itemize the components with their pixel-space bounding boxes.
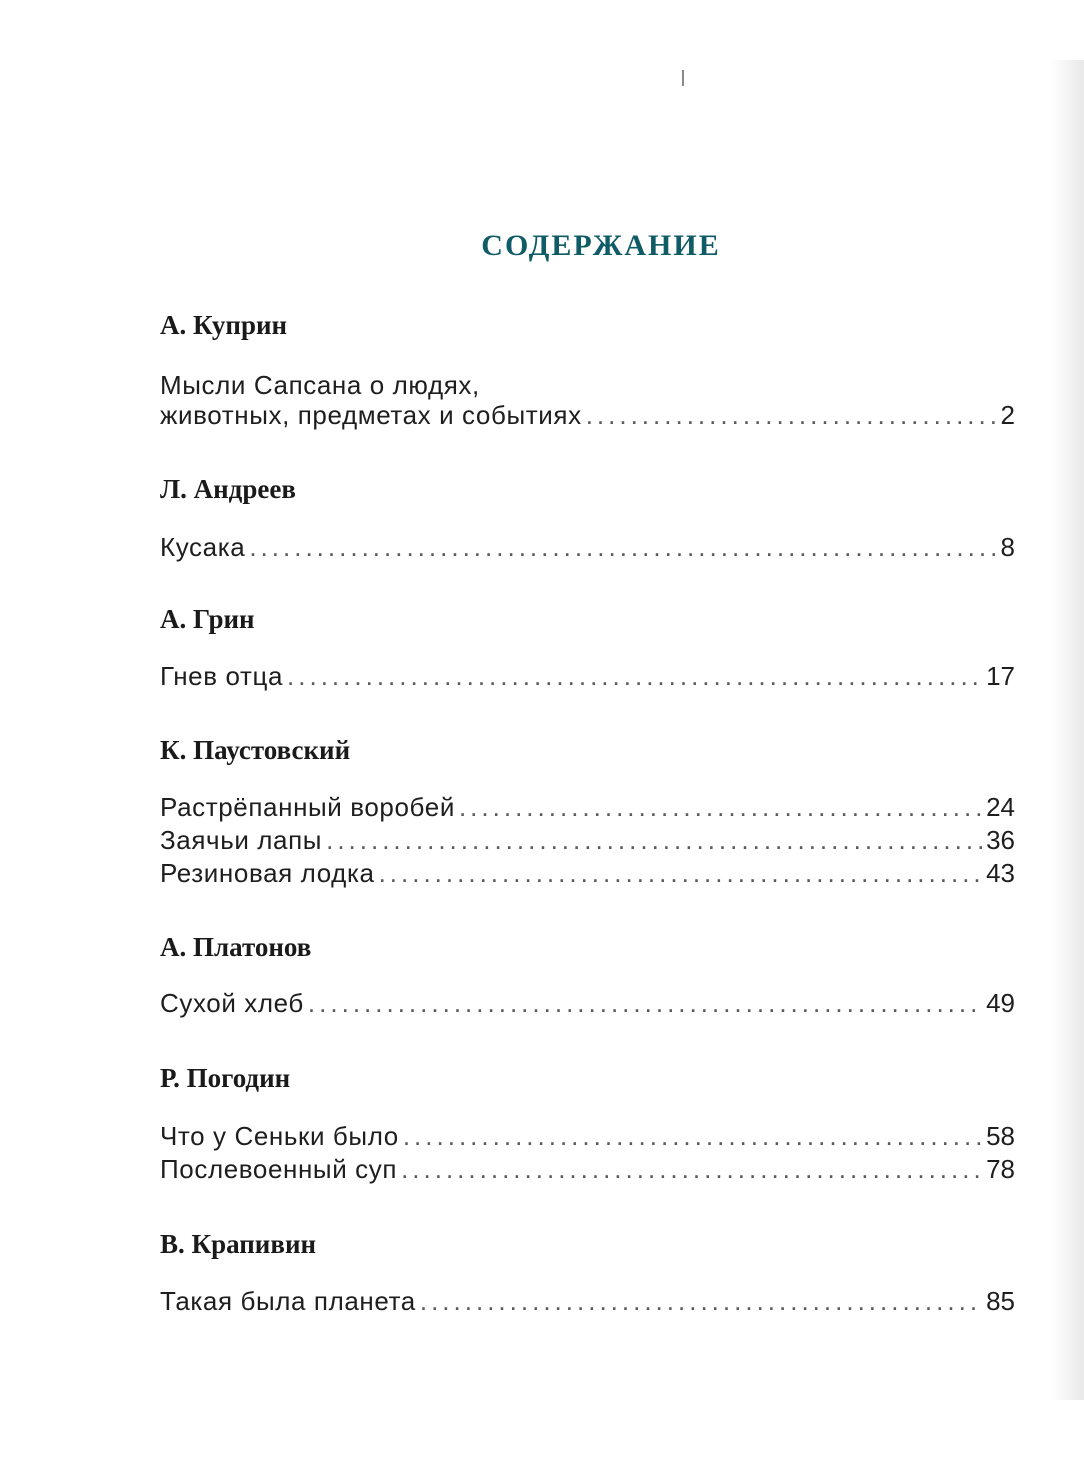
toc-page-number: 78 [986, 1154, 1015, 1184]
toc-entry-line [160, 1154, 1015, 1184]
toc-entry-line [160, 792, 1015, 822]
toc-entry-title-line1: Мысли Сапсана о людях, [160, 370, 480, 400]
toc-entry-title: Что у Сеньки было [160, 1121, 399, 1151]
toc-page-number: 49 [986, 988, 1015, 1018]
toc-entry-title: Гнев отца [160, 661, 284, 691]
dot-leader [287, 661, 982, 691]
toc-entry[interactable] [160, 858, 1015, 888]
author-heading: А. Платонов [160, 932, 312, 962]
dot-leader [459, 792, 982, 822]
page-title: СОДЕРЖАНИЕ [481, 229, 721, 262]
dot-leader [401, 1154, 982, 1184]
author-heading: А. Грин [160, 604, 255, 634]
toc-entry-title: Растрёпанный воробей [160, 792, 455, 822]
toc-entry-second-line [160, 400, 1015, 430]
author-heading: В. Крапивин [160, 1229, 317, 1259]
toc-page-number: 17 [986, 661, 1015, 691]
dot-leader [420, 1286, 982, 1316]
toc-page-number: 43 [986, 858, 1015, 888]
toc-entry[interactable] [160, 370, 1015, 430]
toc-entry[interactable] [160, 792, 1015, 822]
dot-leader [326, 825, 982, 855]
toc-page-number: 36 [986, 825, 1015, 855]
dot-leader [308, 988, 982, 1018]
toc-entry-line [160, 825, 1015, 855]
toc-entry[interactable] [160, 532, 1015, 562]
toc-entry-title: Сухой хлеб [160, 988, 304, 1018]
toc-entry-line [160, 661, 1015, 691]
toc-entry-title: Резиновая лодка [160, 858, 375, 888]
toc-entry-title: животных, предметах и событиях [160, 400, 582, 430]
toc-page-number: 8 [1000, 532, 1015, 562]
dot-leader [379, 858, 983, 888]
author-heading: К. Паустовский [160, 735, 351, 765]
author-heading: Р. Погодин [160, 1063, 291, 1093]
print-speck [682, 70, 684, 86]
toc-entry-first-line [160, 370, 1015, 400]
author-heading: А. Куприн [160, 310, 288, 340]
toc-entry-title: Послевоенный суп [160, 1154, 398, 1184]
dot-leader [586, 400, 997, 430]
toc-page-number: 24 [986, 792, 1015, 822]
toc-page-number: 85 [986, 1286, 1015, 1316]
toc-entry-line [160, 988, 1015, 1018]
dot-leader [403, 1121, 982, 1151]
toc-entry[interactable] [160, 1121, 1015, 1151]
author-heading: Л. Андреев [160, 474, 296, 504]
toc-entry[interactable] [160, 1154, 1015, 1184]
toc-entry[interactable] [160, 825, 1015, 855]
dot-leader [249, 532, 996, 562]
toc-entry-line [160, 532, 1015, 562]
toc-entry[interactable] [160, 988, 1015, 1018]
toc-entry-title: Заячьи лапы [160, 825, 323, 855]
toc-entry-line [160, 1286, 1015, 1316]
toc-entry-title: Такая была планета [160, 1286, 416, 1316]
toc-page-number: 58 [986, 1121, 1015, 1151]
toc-entry-line [160, 1121, 1015, 1151]
toc-page-number: 2 [1000, 400, 1015, 430]
toc-entry[interactable] [160, 661, 1015, 691]
toc-entry-line [160, 858, 1015, 888]
toc-entry[interactable] [160, 1286, 1015, 1316]
toc-entry-title: Кусака [160, 532, 246, 562]
